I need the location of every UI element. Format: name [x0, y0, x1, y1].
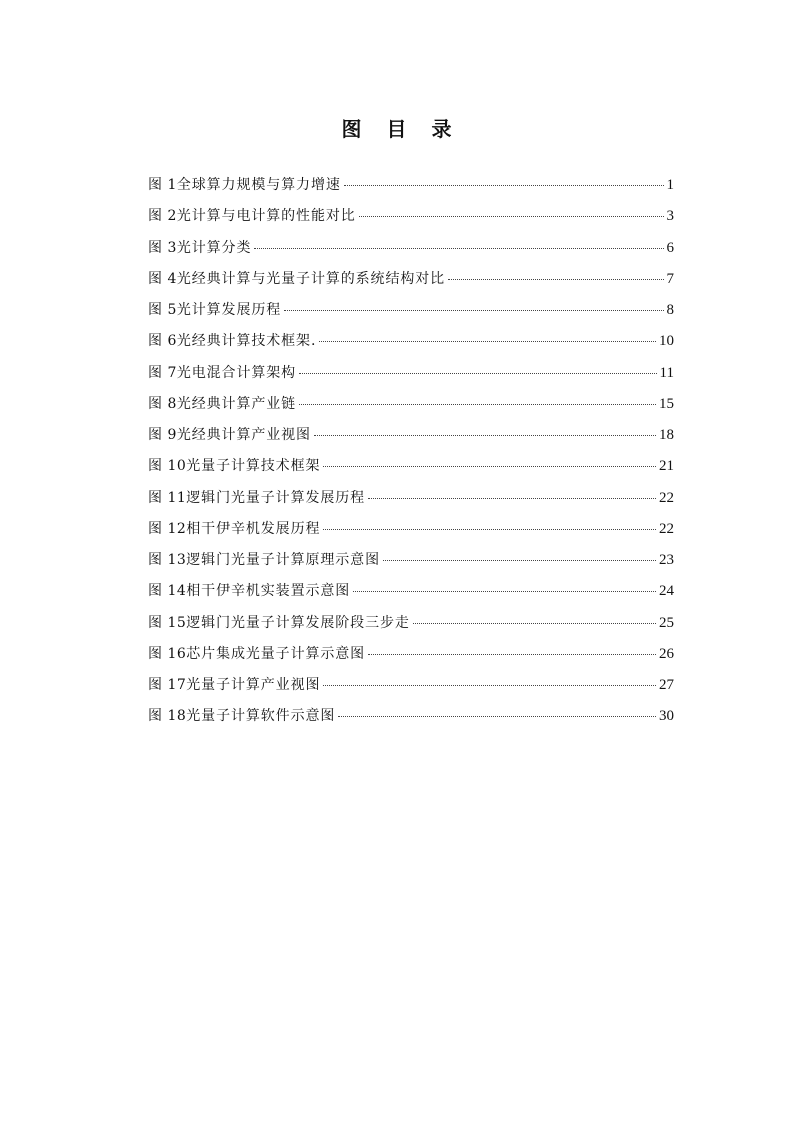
page-number: 30 [659, 708, 674, 725]
figure-title: 光经典计算技术框架. [176, 333, 317, 350]
figure-title: 光经典计算产业链 [176, 395, 297, 412]
page-number: 23 [659, 552, 674, 568]
figure-title: 光计算与电计算的性能对比 [176, 208, 356, 225]
figure-title: 光计算分类 [176, 239, 252, 256]
dot-leader [368, 653, 656, 655]
toc-entry[interactable] [148, 359, 674, 390]
figure-list [148, 171, 674, 734]
dot-leader [319, 340, 656, 342]
page-number: 25 [659, 614, 674, 631]
page-number: 21 [659, 458, 674, 475]
page-number: 3 [666, 208, 674, 225]
toc-entry[interactable] [148, 202, 674, 233]
dot-leader [323, 684, 656, 686]
dot-leader [314, 434, 656, 436]
dot-leader [284, 309, 663, 311]
figure-title: 逻辑门光量子计算发展阶段三步走 [186, 614, 410, 631]
figure-number: 图 13 [148, 552, 187, 568]
figure-title: 光量子计算技术框架 [186, 458, 321, 475]
dot-leader [338, 715, 656, 717]
toc-entry[interactable] [148, 546, 674, 577]
figure-number: 图 9 [148, 427, 177, 443]
page-number: 15 [659, 395, 674, 412]
figure-number: 图 2 [148, 208, 177, 225]
dot-leader [448, 278, 663, 280]
dot-leader [344, 184, 664, 186]
figure-title: 全球算力规模与算力增速 [176, 177, 341, 193]
dot-leader [383, 559, 656, 561]
figure-number: 图 10 [148, 458, 187, 475]
toc-entry[interactable] [148, 702, 674, 733]
toc-entry[interactable] [148, 171, 674, 202]
page-number: 22 [659, 520, 674, 537]
toc-entry[interactable] [148, 421, 674, 452]
page-number: 24 [659, 583, 674, 600]
dot-leader [299, 372, 656, 374]
figure-title: 光经典计算与光量子计算的系统结构对比 [176, 270, 446, 287]
figure-number: 图 6 [148, 333, 177, 350]
toc-entry[interactable] [148, 515, 674, 546]
page-title: 图 目 录 [341, 117, 461, 142]
page-number: 26 [659, 645, 674, 662]
dot-leader [413, 622, 656, 624]
dot-leader [368, 497, 656, 499]
figure-number: 图 4 [148, 270, 177, 287]
toc-entry[interactable] [148, 234, 674, 265]
figure-number: 图 3 [148, 239, 177, 256]
figure-title: 光电混合计算架构 [176, 364, 297, 381]
toc-entry[interactable] [148, 452, 674, 483]
dot-leader [323, 465, 656, 467]
figure-number: 图 8 [148, 395, 177, 412]
figure-title: 光量子计算产业视图 [186, 677, 321, 693]
toc-entry[interactable] [148, 609, 674, 640]
dot-leader [359, 215, 664, 217]
figure-number: 图 15 [148, 614, 187, 631]
figure-number: 图 12 [148, 520, 187, 537]
page-number: 22 [659, 489, 674, 506]
toc-entry[interactable] [148, 484, 674, 515]
figure-title: 光经典计算产业视图 [176, 427, 311, 443]
figure-number: 图 11 [148, 489, 187, 506]
figure-title: 芯片集成光量子计算示意图 [186, 645, 366, 662]
page-number: 6 [666, 239, 674, 256]
page-number: 27 [659, 677, 674, 693]
figure-number: 图 18 [148, 708, 187, 725]
toc-entry[interactable] [148, 390, 674, 421]
page-number: 7 [666, 270, 674, 287]
figure-title: 光计算发展历程 [176, 302, 282, 318]
dot-leader [254, 247, 663, 249]
figure-number: 图 14 [148, 583, 187, 600]
figure-number: 图 1 [148, 177, 177, 193]
page-number: 18 [659, 427, 674, 443]
figure-number: 图 16 [148, 645, 187, 662]
toc-entry[interactable] [148, 577, 674, 608]
toc-entry[interactable] [148, 296, 674, 327]
figure-title: 光量子计算软件示意图 [186, 708, 336, 725]
dot-leader [323, 528, 656, 530]
figure-title: 逻辑门光量子计算发展历程 [186, 489, 366, 506]
toc-entry[interactable] [148, 327, 674, 358]
dot-leader [353, 590, 656, 592]
figure-title: 逻辑门光量子计算原理示意图 [186, 552, 380, 568]
figure-number: 图 7 [148, 364, 177, 381]
toc-entry[interactable] [148, 671, 674, 702]
figure-number: 图 5 [148, 302, 177, 318]
figure-number: 图 17 [148, 677, 187, 693]
toc-entry[interactable] [148, 640, 674, 671]
figure-title: 相干伊辛机发展历程 [186, 520, 321, 537]
page-number: 11 [659, 364, 674, 381]
dot-leader [299, 403, 656, 405]
toc-entry[interactable] [148, 265, 674, 296]
page-number: 1 [666, 177, 674, 193]
page-number: 8 [666, 302, 674, 318]
figure-title: 相干伊辛机实装置示意图 [186, 583, 351, 600]
page-number: 10 [659, 333, 674, 350]
